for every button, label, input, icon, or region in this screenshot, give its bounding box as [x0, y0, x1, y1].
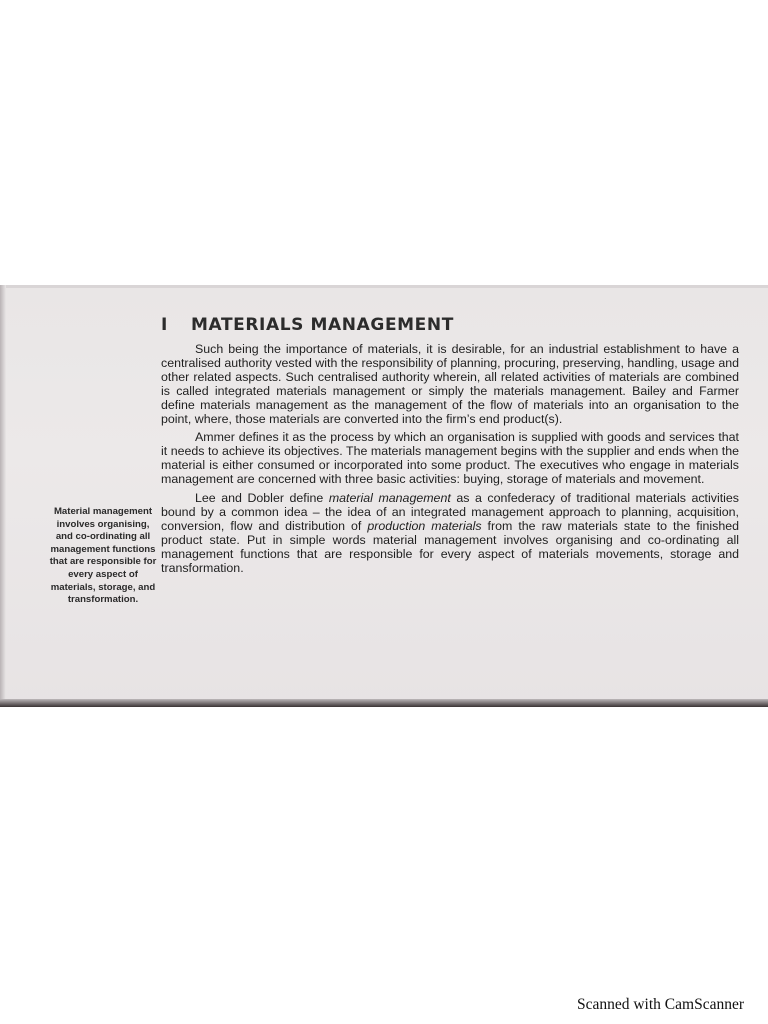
section-title: MATERIALS MANAGEMENT	[191, 315, 454, 335]
paragraph-3-part-1: Lee and Dobler define	[195, 491, 329, 506]
paragraph-3-part-2: as a confederacy of traditional materials activities bound by a common idea – the idea of an integrated management approach to planning, acquisition, conversion, flow and distribution of	[161, 491, 739, 533]
section-heading	[161, 315, 739, 335]
margin-note: Material management involves organising, and co-ordinating all management functions that are responsible for every aspect of materials, storage, and transformation.	[49, 506, 157, 606]
paragraph-3-emphasis-1: material management	[328, 491, 451, 506]
paragraph-3-part-3: from the raw materials state to the finished product state. Put in simple words material management involves organising and co-ordinating all management functions that are responsible for every aspect of materials movements, storage and transformation.	[161, 518, 739, 575]
paragraph-2: Ammer defines it as the process by which an organisation is supplied with goods and services that it needs to achieve its objectives. The materials management begins with the supplier and ends when the material is either consumed or incorporated into some product. The executives who engage in materials management are concerned with three basic activities: buying, storage of materials and movement.	[161, 430, 739, 487]
section-number: I	[161, 315, 168, 335]
paragraph-3	[161, 492, 739, 575]
scan-left-edge	[0, 285, 6, 707]
camscanner-watermark: Scanned with CamScanner	[576, 996, 744, 1013]
main-content	[161, 315, 739, 581]
paragraph-1: Such being the importance of materials, it is desirable, for an industrial establishment to have a centralised authority vested with the responsibility of planning, procuring, preserving, handling, usage and other related aspects. Such centralised authority wherein, all related activities of materials are combined is called integrated materials management or simply the materials management. Bailey and Farmer define materials management as the management of the flow of materials into an organisation to the point, where, those materials are converted into the firm’s end product(s).	[161, 342, 739, 426]
scan-top-edge	[0, 285, 768, 288]
scan-bottom-edge	[0, 699, 768, 707]
scanned-book-page	[0, 285, 768, 707]
paragraph-3-emphasis-2: production materials	[367, 518, 482, 533]
